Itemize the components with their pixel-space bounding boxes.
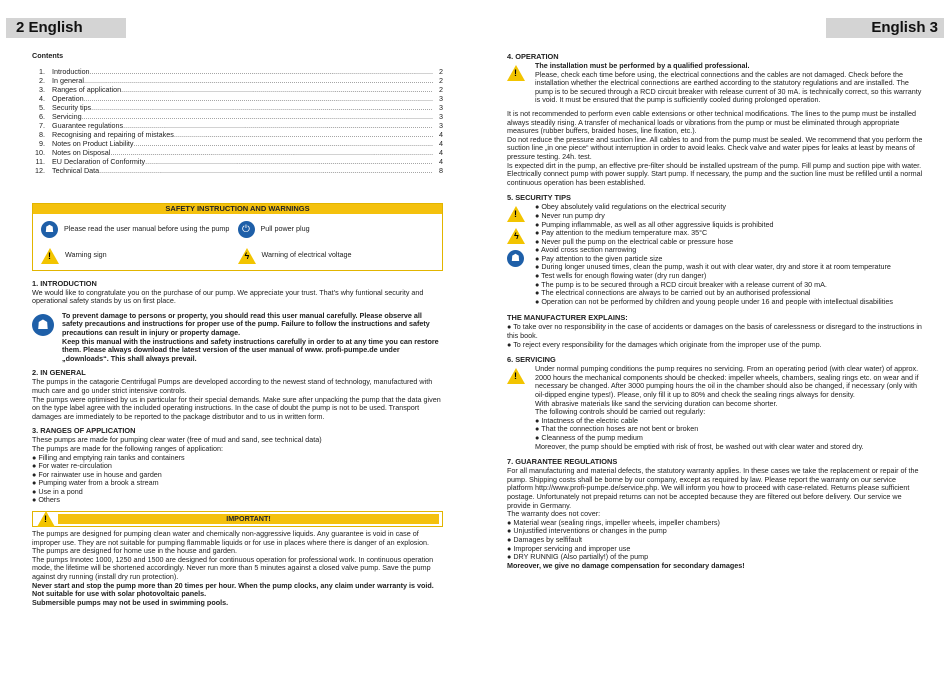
servicing-text-1: Under normal pumping conditions the pump requires no servicing. From an operating period (with clear water) of approx. 2000 hours the mechanical components should be checked: impeller wheels, chambers, sealing rings etc. on wear and if necessary be changed. After 3000 pumping hours the oil in the chamber should also be changed, if necessary (only with oil-dipped engine types!). Please, only fill it up to 80% and check the sealing rings always for density. (535, 364, 919, 399)
operation-text-3: Do not reduce the pressure and suction line. All cables to and from the pump must be sealed. We recommend that you perform the suction line „in one piece“ without interruption in order to avoid leaks. Check valve and water pipes for leaks at least by means of pressure testing. 24h. test. (507, 134, 923, 161)
general-text-1: The pumps in the catagorie Centrifugal Pumps are developed according to the newest stand of technology, manufactured with much care and go under strict intensive controls. (32, 377, 433, 395)
list-item: ● Pay attention to the given particle size (535, 255, 923, 264)
manufacturer-list (507, 323, 923, 349)
power-plug-icon: ⏻ (238, 221, 255, 238)
toc-number: 12. (35, 165, 45, 175)
toc-item (32, 112, 443, 121)
list-item: ● The pump is to be secured through a RCD circuit breaker with a release current of 30 mA. (535, 281, 923, 290)
ranges-text-2: The pumps are made for the following ranges of application: (32, 443, 223, 453)
toc-title: Servicing (52, 111, 82, 121)
toc-number: 10. (35, 147, 45, 157)
toc-title: Security tips (52, 102, 92, 112)
warning-icon: ! (507, 206, 525, 222)
operation-warning (507, 62, 923, 105)
toc-page: 3 (439, 111, 443, 121)
toc-leader (99, 166, 433, 175)
warning-icon: ! (507, 368, 525, 384)
toc-title: In general (52, 75, 84, 85)
toc-item (32, 166, 443, 175)
ranges-list (32, 454, 443, 506)
toc-number: 7. (39, 120, 45, 130)
toc-number: 5. (39, 102, 45, 112)
read-manual-icon: ☗ (32, 314, 54, 336)
toc-number: 11. (35, 156, 45, 166)
servicing-block (507, 365, 923, 451)
toc-title: Recognising and repairing of mistakes (52, 129, 174, 139)
toc-page: 4 (439, 129, 443, 139)
toc-item (32, 139, 443, 148)
toc-page: 3 (439, 120, 443, 130)
list-item: ● During longer unused times, clean the pump, wash it out with clear water, dry and store it at room temperature (535, 263, 923, 272)
intro-text: We would like to congratulate you on the purchase of our pump. We appreciate your trust. That’s why funtional security and operational safety stands by us on first place. (32, 287, 424, 306)
warning-icon: ! (37, 511, 55, 527)
list-item: ● Never run pump dry (535, 212, 923, 221)
safety-voltage (238, 246, 435, 266)
list-item: ● For water re-circulation (32, 462, 443, 471)
list-item: ● DRY RUNNIG (Also partially!) of the pump (507, 553, 923, 562)
intro-bold-1: To prevent damage to persons or property, you should read this user manual carefully. Please observe all safety precautions and instructions for proper use of the pump. Failure to follow the instructions and safety precautions can result in injury or property damage. (62, 310, 430, 337)
servicing-heading: 6. SERVICING (507, 355, 556, 365)
ranges-heading: 3. RANGES OF APPLICATION (32, 426, 136, 436)
toc-page: 4 (439, 156, 443, 166)
toc-title: Guarantee regulations (52, 120, 124, 130)
servicing-text-4: Moreover, the pump should be emptied with risk of frost, be washed out with clear water and stored dry. (535, 441, 864, 451)
list-item: ● Intactness of the electric cable (535, 417, 923, 426)
operation-text-4: Is expected dirt in the pump, an effective pre-filter should be installed upstream of the pump. Fill pump and suction pipe with water. Electrically connect pump with power supply. Start pump. If necessary, the pump and the suction line must be refilled until a normal continuous operation has been established. (507, 160, 923, 187)
toc-title: Operation (52, 93, 84, 103)
toc-item (32, 76, 443, 85)
page-header-right: English 3 (826, 18, 944, 38)
ranges-text-3: The pumps are designed for pumping clean water and chemically non-aggressive liquids. Any guarantee is void in case of improper use. They are not suitable for pumping flammable liquids or for use in places where there is danger of an explosion. The pumps are designed for home use in the house and garden. (32, 529, 429, 556)
safety-title: SAFETY INSTRUCTION AND WARNINGS (33, 204, 442, 214)
right-column (507, 52, 923, 570)
toc-item (32, 121, 443, 130)
toc-page: 3 (439, 102, 443, 112)
servicing-list (535, 417, 923, 443)
toc-leader (84, 76, 433, 85)
toc-number: 3. (39, 84, 45, 94)
page-header-left: 2 English (6, 18, 126, 38)
list-item: ● Operation can not be performed by children and young people under 16 and people with intellectual disabilities (535, 298, 923, 307)
toc-item (32, 94, 443, 103)
intro-heading: 1. INTRODUCTION (32, 278, 97, 288)
list-item: ● Avoid cross section narrowing (535, 246, 923, 255)
guarantee-text-1: For all manufacturing and material defects, the statutory warranty applies. In these cases we take the replacement or repair of the pump. Shipping costs shall be borne by our company, except as required by law. Please report the warranty on our service platform http://www.profi-pumpe.de/service.php. We will inform you how to proceed with case-related. Returns please sufficient postage. Unfortunately not prepaid returns can not be accepted because they are filtered out before delivery. Our service we provide in Germany. (507, 466, 919, 510)
toc-leader (123, 121, 433, 130)
list-item: ● Test wells for enough flowing water (dry run danger) (535, 272, 923, 281)
toc-leader (84, 94, 433, 103)
toc-title: Ranges of application (52, 84, 122, 94)
warning-icon: ! (41, 248, 59, 264)
list-item: ● Unjustified interventions or changes in the pump (507, 527, 923, 536)
toc-leader (174, 130, 433, 139)
list-item: ● Pumping inflammable, as well as all other aggressive liquids is prohibited (535, 221, 923, 230)
list-item: ● Material wear (sealing rings, impeller wheels, impeller chambers) (507, 519, 923, 528)
read-manual-icon: ☗ (507, 250, 524, 267)
manufacturer-heading: THE MANUFACTURER EXPLAINS: (507, 313, 628, 323)
list-item: ● Never pull the pump on the electrical cable or pressure hose (535, 238, 923, 247)
guarantee-bold: Moreover, we give no damage compensation for secondary damages! (507, 560, 745, 570)
servicing-text-3: The following controls should be carried out regularly: (535, 407, 706, 417)
security-list (535, 203, 923, 306)
toc-title: EU Declaration of Conformity (52, 156, 146, 166)
left-column (32, 52, 443, 607)
intro-notice (32, 312, 443, 364)
safety-power-label: Pull power plug (260, 224, 310, 234)
toc-item (32, 67, 443, 76)
toc-leader (134, 139, 433, 148)
warning-icon: ! (507, 65, 525, 81)
toc-number: 9. (39, 138, 45, 148)
guarantee-text-2: The warranty does not cover: (507, 509, 601, 519)
list-item: ● For rainwater use in house and garden (32, 471, 443, 480)
safety-warning-sign (41, 246, 238, 266)
general-text-2: The pumps were optimised by us in particular for their special demands. Make sure after unpacking the pump that the data given on the type label agree with the included operating instructions. In the case of doubt the pump is not to be used. Transport damages are immediately to be reported to the package distributor and to us in written form. (32, 394, 441, 421)
operation-bold: The installation must be performed by a qualified professional. (535, 61, 750, 70)
toc-leader (121, 85, 433, 94)
toc-page: 3 (439, 93, 443, 103)
toc-title: Technical Data (52, 165, 100, 175)
general-heading: 2. IN GENERAL (32, 368, 86, 378)
safety-power-plug (238, 220, 435, 240)
toc-title: Notes on Product Liability (52, 138, 134, 148)
toc-page: 2 (439, 75, 443, 85)
table-of-contents (32, 67, 443, 175)
security-heading: 5. SECURITY TIPS (507, 193, 571, 203)
list-item: ● Filling and emptying rain tanks and containers (32, 454, 443, 463)
toc-number: 4. (39, 93, 45, 103)
operation-heading: 4. OPERATION (507, 52, 559, 61)
security-block (507, 203, 923, 306)
safety-box (32, 203, 443, 271)
ranges-bold-1: Never start and stop the pump more than 20 times per hour. When the pump clocks, any claim under warranty is void. Not suitable for use with solar photovoltaic panels. (32, 580, 434, 599)
operation-text-2: It is not recommended to perform even cable extensions or other technical modifications. The lines to the pump must be installed always steadily rising. A transfer of mechanical loads or vibrations from the pump or must be eliminated through appropriate measures (rubber buffers, braided hoses, line fixation, etc.). (507, 108, 916, 136)
list-item: ● Improper servicing and improper use (507, 545, 923, 554)
list-item: ● Use in a pond (32, 488, 443, 497)
list-item: ● The electrical connections are always to be carried out by an authorised professional (535, 289, 923, 298)
toc-page: 4 (439, 147, 443, 157)
list-item: ● Pumping water from a brook a stream (32, 479, 443, 488)
ranges-bold-2: Submersible pumps may not be used in swimming pools. (32, 597, 229, 607)
list-item: ● Cleanness of the pump medium (535, 434, 923, 443)
toc-title: Notes on Disposal (52, 147, 111, 157)
operation-text-1: Please, check each time before using, the electrical connections and the cables are not damaged. Check before the installation whether the electrical connections are earthed according to the statutory regulations and are installed. The pump is to be secured through a RCD circuit breaker with release current of 30 mA. is technically correct, so this warranty is void. It must be ensured that the pump is sufficiently cooled during prolonged operation. (535, 69, 922, 105)
voltage-warning-icon: ϟ (238, 248, 256, 264)
list-item: ● That the connection hoses are not bent or broken (535, 425, 923, 434)
list-item: ● Others (32, 496, 443, 505)
toc-leader (91, 103, 433, 112)
toc-item (32, 130, 443, 139)
safety-read-manual (41, 220, 238, 240)
toc-number: 2. (39, 75, 45, 85)
voltage-warning-icon: ϟ (507, 228, 525, 244)
ranges-text-4: The pumps Innotec 1000, 1250 and 1500 are designed for continuous operation for professional work. In continuous operation mode, the lifetime will be shortened accordingly. Never run more than 5 minutes against a closed valve pump. Save the pump against dry running (install dry run protection). (32, 554, 434, 582)
toc-page: 2 (439, 66, 443, 76)
toc-leader (110, 148, 433, 157)
toc-item (32, 157, 443, 166)
list-item: ● Obey absolutely valid regulations on the electrical security (535, 203, 923, 212)
toc-page: 8 (439, 165, 443, 175)
toc-number: 8. (39, 129, 45, 139)
toc-number: 1. (39, 66, 45, 76)
guarantee-heading: 7. GUARANTEE REGULATIONS (507, 457, 618, 467)
read-manual-icon: ☗ (41, 221, 58, 238)
safety-read-label: Please read the user manual before using the pump (64, 224, 230, 234)
safety-voltage-label: Warning of electrical voltage (261, 250, 352, 260)
safety-warning-label: Warning sign (65, 250, 107, 260)
servicing-text-2: With abrasive materials like sand the servicing duration can become shorter. (535, 398, 778, 408)
ranges-text-1: These pumps are made for pumping clear water (free of mud and sand, see technical data) (32, 435, 322, 445)
intro-bold-2: Keep this manual with the instructions and safety instructions carefully in order to at any time you can restore them. Please always download the latest version of the user manual of www. profi-pumpe.de under „downloads“. This shall always prevail. (62, 336, 439, 363)
toc-item (32, 85, 443, 94)
toc-leader (145, 157, 433, 166)
guarantee-list (507, 519, 923, 562)
toc-page: 4 (439, 138, 443, 148)
list-item: ● To take over no responsibility in the case of accidents or damages on the basis of carelessness or disregard to the instructions in this book. (507, 323, 923, 340)
list-item: ● Damages by selfifault (507, 536, 923, 545)
list-item: ● Pay attention to the medium temperature max. 35°C (535, 229, 923, 238)
important-label: IMPORTANT! (58, 514, 439, 524)
toc-number: 6. (39, 111, 45, 121)
toc-item (32, 103, 443, 112)
toc-leader (82, 112, 433, 121)
toc-item (32, 148, 443, 157)
contents-title: Contents (32, 51, 64, 60)
important-box (32, 511, 443, 527)
toc-title: Introduction (52, 66, 90, 76)
toc-leader (90, 67, 433, 76)
list-item: ● To reject every responsibility for the damages which originate from the improper use of the pump. (507, 341, 923, 350)
toc-page: 2 (439, 84, 443, 94)
